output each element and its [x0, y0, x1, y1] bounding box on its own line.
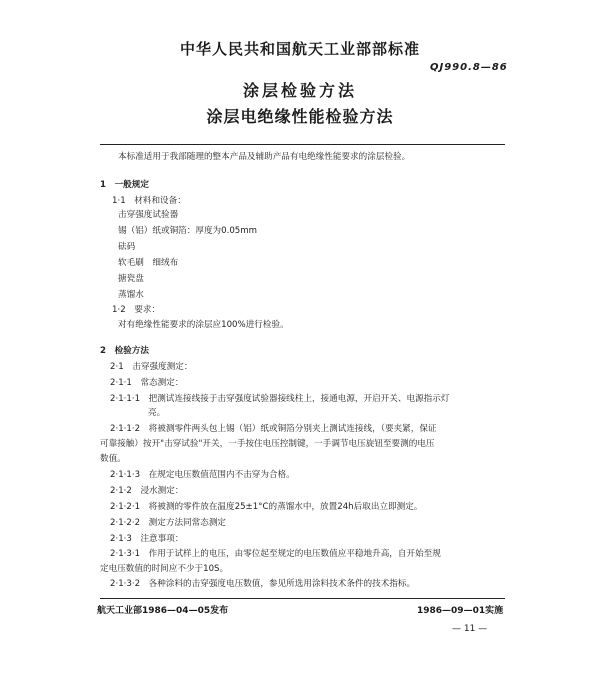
- clause-1-2: 1·2 要求：: [112, 305, 161, 315]
- standard-header: 中华人民共和国航天工业部部标准: [179, 40, 420, 58]
- clause-2-1-3-2: 2·1·3·2 各种涂料的击穿强度电压数值，参见所选用涂料技术条件的技术指标。: [110, 579, 416, 589]
- issue-date: 航天工业部1986—04—05发布: [97, 606, 229, 616]
- clause-2-1-1-2-cont: 可靠接触）按开"击穿试验"开关，一手按住电压控制键，一手调节电压旋钮至要测的电压: [100, 439, 435, 449]
- page-number: — 11 —: [452, 624, 488, 634]
- clause-2-1-1: 2·1·1 常态测定：: [110, 378, 184, 388]
- clause-1-1: 1·1 材料和设备：: [112, 196, 186, 206]
- clause-2-1-3-1: 2·1·3·1 作用于试样上的电压，由零位起至规定的电压数值应平稳地升高，自开始至规: [110, 549, 441, 559]
- clause-2-1-1-1-cont: 亮。: [148, 408, 166, 418]
- clause-2-1-2-2: 2·1·2·2 测定方法同常态测定: [110, 518, 227, 528]
- footer-divider: [100, 598, 505, 599]
- clause-2-1: 2·1 击穿强度测定：: [110, 362, 193, 372]
- clause-2-1-1-3: 2·1·1·3 在规定电压数值范围内不击穿为合格。: [110, 470, 295, 480]
- clause-2-1-2-1: 2·1·2·1 将被测的零件放在温度25±1°C的蒸馏水中，放置24h后取出立即测定。: [110, 502, 423, 512]
- intro-paragraph: 本标准适用于我部随理的整本产品及辅助产品有电绝缘性能要求的涂层检验。: [118, 152, 411, 162]
- effective-date: 1986—09—01实施: [417, 606, 504, 616]
- clause-2-1-1-2: 2·1·1·2 将被测零件两头包上锡（铝）纸或铜箔分别夹上测试连接线，（要夹紧，保证: [110, 424, 437, 434]
- clause-2-1-1-2-cont: 数值。: [100, 454, 126, 464]
- material-item: 搪瓷盘: [118, 274, 144, 284]
- section-2-heading: 2 检验方法: [100, 346, 149, 356]
- material-item: 软毛刷 细绒布: [118, 258, 179, 268]
- material-item: 锡（铝）纸或铜箔：厚度为0.05mm: [118, 226, 258, 236]
- material-item: 蒸馏水: [118, 290, 144, 300]
- section-1-heading: 1 一般规定: [100, 180, 149, 190]
- clause-2-1-2: 2·1·2 浸水测定：: [110, 486, 184, 496]
- material-item: 砝码: [118, 242, 136, 252]
- document-subtitle: 涂层电绝缘性能检验方法: [206, 107, 394, 126]
- clause-2-1-3-1-cont: 定电压数值的时间应不少于10S。: [100, 564, 229, 574]
- header-divider: [100, 144, 505, 145]
- document-title: 涂层检验方法: [242, 81, 357, 100]
- clause-2-1-3: 2·1·3 注意事项：: [110, 534, 184, 544]
- standard-code: QJ990.8—86: [430, 62, 508, 73]
- clause-1-2-text: 对有绝缘性能要求的涂层应100%进行检验。: [118, 320, 289, 330]
- material-item: 击穿强度试验器: [118, 210, 179, 220]
- clause-2-1-1-1: 2·1·1·1 把测试连接线接于击穿强度试验器接线柱上，接通电源，开启开关、电源指示灯: [110, 394, 450, 404]
